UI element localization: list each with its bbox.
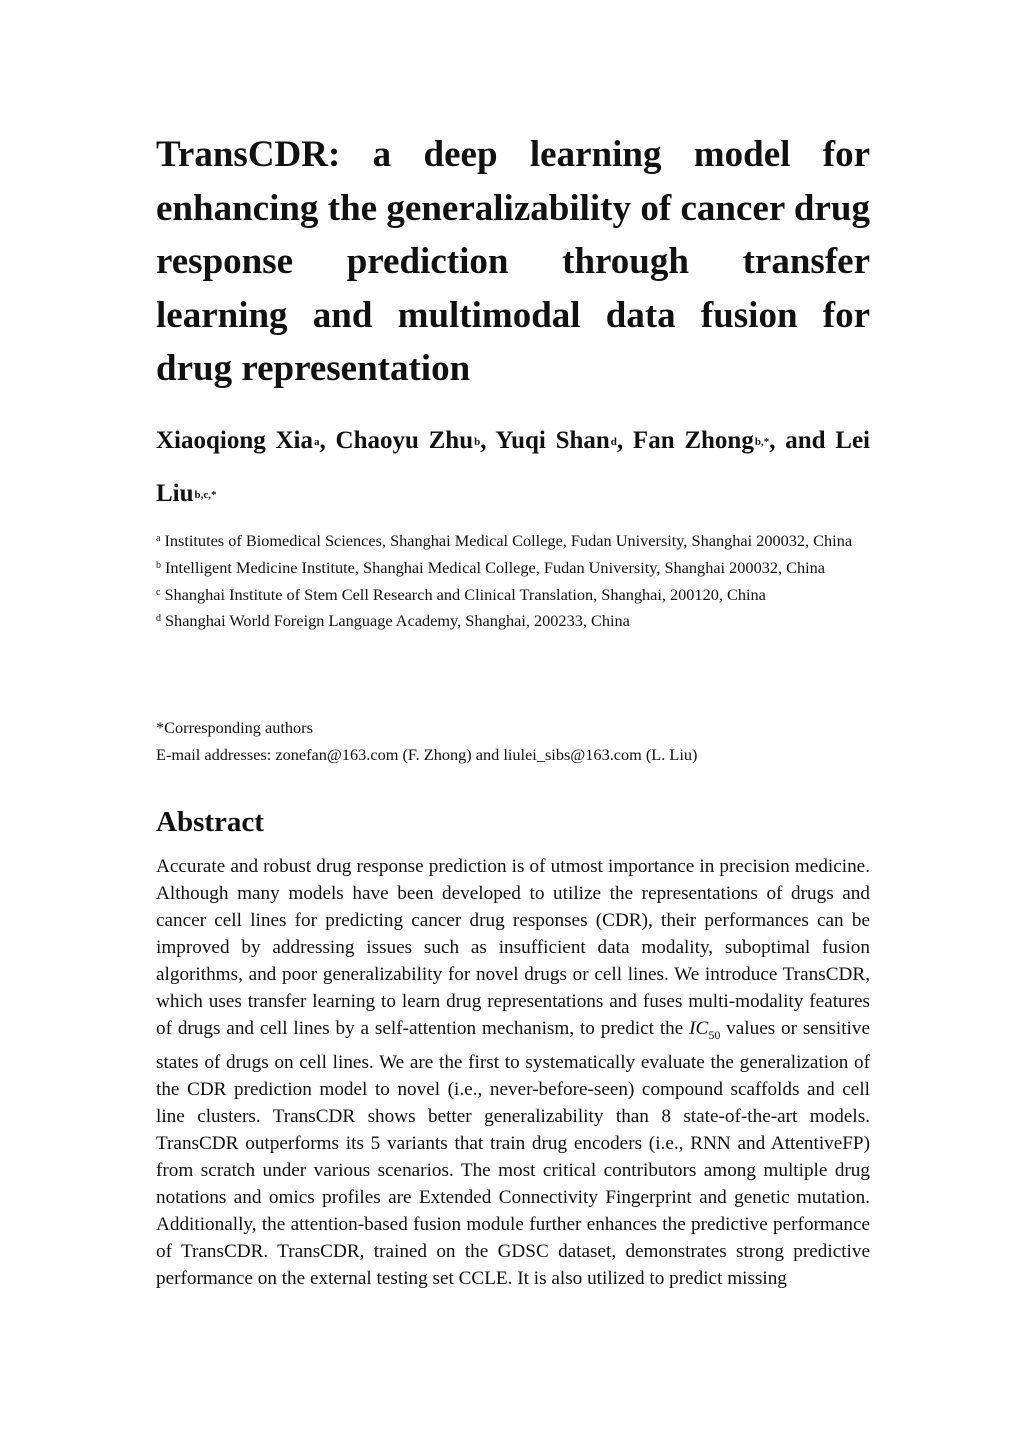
ic-subscript: 50 xyxy=(708,1027,721,1042)
author-affil-mark: b xyxy=(474,436,481,448)
affiliation-mark: a xyxy=(156,533,161,544)
author-separator: , xyxy=(319,427,336,454)
author-affil-mark: d xyxy=(610,436,617,448)
affiliation-mark: c xyxy=(156,586,161,598)
affiliation-mark: b xyxy=(156,559,161,571)
paper-title: TransCDR: a deep learning model for enhancing the generalizability of cancer drug response prediction through transfer learning and multimodal data fusion for drug representation xyxy=(156,134,870,389)
abstract-heading: Abstract xyxy=(156,806,264,838)
author-name: Yuqi Shan xyxy=(495,427,610,454)
corresponding-label: *Corresponding authors xyxy=(156,718,313,737)
author-name: Lei Liu xyxy=(156,427,870,507)
author-separator: , xyxy=(480,427,496,454)
author-separator: , xyxy=(616,427,633,454)
author-affil-mark: b,c,* xyxy=(194,489,217,501)
affiliation-item xyxy=(156,528,870,555)
author-affil-mark: b,* xyxy=(754,436,770,448)
corresponding-info xyxy=(156,715,870,769)
author-separator: , and xyxy=(769,427,836,454)
affiliation-text: Shanghai World Foreign Language Academy, Shanghai, 200233, China xyxy=(165,611,630,631)
ic-label: IC xyxy=(689,1018,709,1039)
author-name: Fan Zhong xyxy=(632,427,754,454)
affiliation-text: Intelligent Medicine Institute, Shanghai Medical College, Fudan University, Shanghai 200032, China xyxy=(165,557,826,577)
author-name: Chaoyu Zhu xyxy=(335,427,474,454)
affiliation-list xyxy=(156,528,870,635)
affiliation-mark: d xyxy=(156,613,161,625)
author-list xyxy=(156,414,870,520)
author-name: Xiaoqiong Xia xyxy=(156,427,314,454)
abstract-body xyxy=(156,853,870,1292)
abstract-text-part2: values or sensitive states of drugs on cell lines. We are the first to systematically evaluate the generalization of the CDR prediction model to novel (i.e., never-before-seen) compound scaffolds and cell line clusters. TransCDR shows better generalizability than 8 state-of-the-art models. TransCDR outperforms its 5 variants that train drug encoders (i.e., RNN and AttentiveFP) from scratch under various scenarios. The most critical contributors among multiple drug notations and omics profiles are Extended Connectivity Fingerprint and genetic mutation. Additionally, the attention-based fusion module further enhances the predictive performance of TransCDR. TransCDR, trained on the GDSC dataset, demonstrates strong predictive performance on the external testing set CCLE. It is also utilized to predict missing xyxy=(156,1018,870,1289)
affiliation-text: Shanghai Institute of Stem Cell Research and Clinical Translation, Shanghai, 200120, China xyxy=(164,584,766,604)
abstract-text-part1: Accurate and robust drug response prediction is of utmost importance in precision medicine. Although many models have been developed to utilize the representations of drugs and cancer cell lines for predicting cancer drug responses (CDR), their performances can be improved by addressing issues such as insufficient data modality, suboptimal fusion algorithms, and poor generalizability for novel drugs or cell lines. We introduce TransCDR, which uses transfer learning to learn drug representations and fuses multi-modality features of drugs and cell lines by a self-attention mechanism, to predict the xyxy=(156,856,870,1039)
email-addresses: E-mail addresses: zonefan@163.com (F. Zhong) and liulei_sibs@163.com (L. Liu) xyxy=(156,744,698,764)
affiliation-item xyxy=(156,555,870,582)
affiliation-text: Institutes of Biomedical Sciences, Shanghai Medical College, Fudan University, Shanghai 200032, China xyxy=(164,531,853,550)
affiliation-item xyxy=(156,582,870,609)
author-affil-mark: a xyxy=(314,436,320,448)
ic50-term xyxy=(689,1018,721,1042)
affiliation-item xyxy=(156,608,870,635)
